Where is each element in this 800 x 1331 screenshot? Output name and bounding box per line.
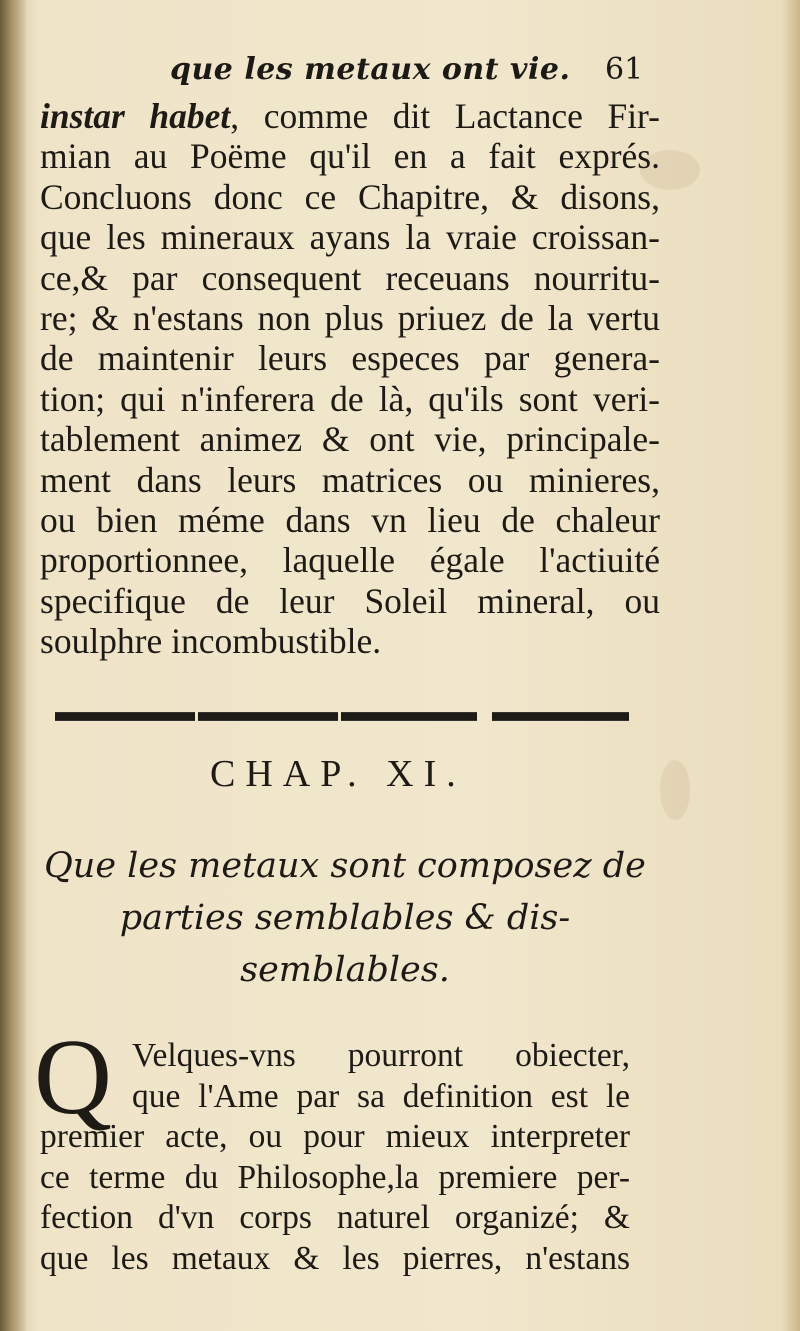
text-line: ou bien méme dans vn lieu de chaleur <box>40 499 660 540</box>
chapter-title <box>40 840 650 996</box>
foxing-stain <box>660 760 690 820</box>
text-line: specifique de leur Soleil mineral, ou <box>40 580 660 621</box>
running-head-title: que les metaux ont vie. <box>170 52 571 87</box>
text-line: fection d'vn corps naturel organizé; & <box>40 1199 630 1236</box>
text-line: re; & n'estans non plus priuez de la vertu <box>40 297 660 338</box>
italic-phrase: instar habet <box>40 96 231 136</box>
paragraph-2 <box>40 1036 630 1279</box>
drop-cap: Q <box>34 1018 112 1137</box>
text-line: tablement animez & ont vie, principale- <box>40 419 660 460</box>
chapter-heading: CHAP. XI. <box>210 753 466 795</box>
text-line: Concluons donc ce Chapitre, & disons, <box>40 176 660 217</box>
chapter-title-line: Que les metaux sont composez de <box>44 846 646 886</box>
text-line: premier acte, ou pour mieux interpreter <box>40 1118 630 1155</box>
text-line: soulphre incombustible. <box>40 621 382 662</box>
running-head <box>40 48 644 96</box>
text-line: Velques-vns pourront obiecter, <box>132 1037 630 1074</box>
page-gutter <box>0 0 28 1331</box>
text-line: de maintenir leurs especes par genera- <box>40 338 660 379</box>
paragraph-1 <box>40 96 660 661</box>
chapter-title-line: semblables. <box>240 950 450 990</box>
chapter-title-line: parties semblables & dis- <box>119 898 571 938</box>
text-line: que l'Ame par sa definition est le <box>132 1077 630 1115</box>
page-number: 61 <box>605 52 644 87</box>
text-line: mian au Poëme qu'il en a fait exprés. <box>40 136 660 177</box>
text-line: ment dans leurs matrices ou minieres, <box>40 459 660 500</box>
page-edge <box>782 0 800 1331</box>
text-line: tion; qui n'inferera de là, qu'ils sont veri- <box>40 378 660 419</box>
text-line: proportionnee, laquelle égale l'actiuité <box>40 540 660 581</box>
section-rule <box>341 712 477 721</box>
text-line: que les metaux & les pierres, n'estans <box>40 1239 630 1277</box>
section-rule <box>55 712 195 721</box>
line-text: , comme dit Lactance Fir- <box>230 96 660 136</box>
text-line: ce terme du Philosophe,la premiere per- <box>40 1158 630 1196</box>
text-line: ce,& par consequent receuans nourritu- <box>40 257 660 298</box>
text-line: que les mineraux ayans la vraie croissan- <box>40 217 660 258</box>
text-line <box>40 96 660 136</box>
section-rule <box>198 712 338 721</box>
section-rule <box>492 712 629 721</box>
